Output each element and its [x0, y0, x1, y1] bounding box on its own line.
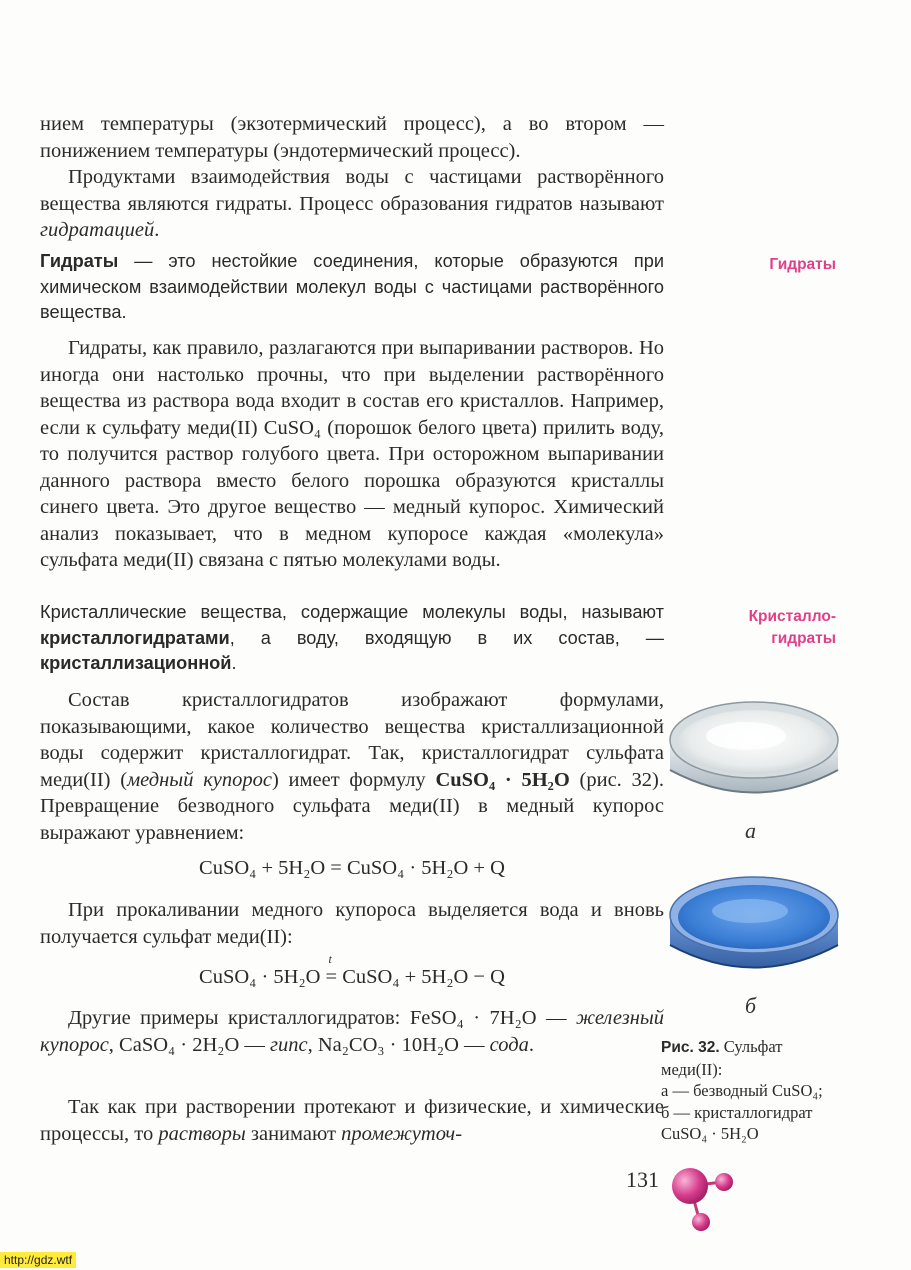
term-iron-vitriol: железный купорос: [40, 1007, 664, 1056]
definition-term: кристаллогидратами: [40, 627, 230, 648]
equation-text: CuSO₄ + 5H₂O = CuSO₄ · 5H₂O + Q: [199, 857, 505, 879]
definition-text: — это нестойкие соединения, которые образуются при химическом взаимодействии молекул воды с частицами растворённого вещества.: [40, 251, 664, 322]
paragraph-continuation: [40, 111, 664, 164]
paragraph-text: (рис. 32). Превращение безводного сульфата меди(II) в медный купорос выражают уравнением:: [40, 768, 664, 844]
page-number: [626, 1167, 659, 1193]
term-soda: сода: [489, 1033, 529, 1056]
term-solutions: растворы: [158, 1122, 246, 1145]
paragraph-copper-sulfate: [40, 335, 664, 574]
paragraph-text: Другие примеры кристаллогидратов: FeSO₄ · 7H₂O —: [68, 1007, 577, 1029]
heat-mark: t: [328, 952, 332, 966]
paragraph-text: занимают: [245, 1122, 342, 1145]
page-number-text: 131: [626, 1167, 659, 1192]
margin-term-text: Кристалло-: [748, 608, 836, 625]
equation-right: CuSO₄ + 5H₂O − Q: [337, 966, 505, 988]
paragraph-text: Состав кристаллогидратов изображают формулами, показывающими, какое количество вещества кристаллизационной воды содержит кристаллогидрат. Так, кристаллогидрат сульфата меди(II) (: [40, 689, 664, 791]
petri-dish-white-powder-image: [664, 690, 844, 812]
margin-term-text: Гидраты: [769, 256, 836, 273]
petri-dish-blue-crystals-image: [664, 865, 844, 987]
definition-text: , а воду, входящую в их состав, —: [229, 627, 664, 648]
figure-label-a: [745, 818, 756, 844]
paragraph-text: , CaSO₄ · 2H₂O —: [108, 1033, 271, 1056]
watermark-text: http://gdz.wtf: [4, 1253, 73, 1267]
term-intermediate: промежуточ-: [341, 1122, 463, 1145]
equation-dehydration: [40, 952, 664, 989]
equation-hydration: [40, 857, 664, 880]
formula-bold: CuSO₄ · 5H₂O: [435, 768, 570, 791]
paragraph-solutions: [40, 1094, 664, 1147]
figure-caption: [661, 1036, 841, 1145]
paragraph-composition: [40, 687, 664, 846]
term-blue-vitriol: медный купорос: [127, 768, 272, 791]
paragraph-text: Так как при растворении протекают и физические, и химические процессы, то: [40, 1096, 664, 1145]
paragraph-calcination: [40, 897, 664, 950]
definition-term: кристаллизационной: [40, 653, 232, 673]
molecule-decoration-icon: [664, 1160, 744, 1240]
margin-term-hydrates: [700, 254, 836, 276]
equals-sign: =: [325, 966, 338, 988]
figure-label-text: б: [745, 993, 757, 1018]
equation-sign-heat: [325, 952, 338, 989]
figure-label-b: [745, 993, 756, 1019]
caption-title: Рис. 32.: [661, 1039, 720, 1056]
definition-hydrates: [40, 249, 664, 326]
margin-term-text: гидраты: [771, 630, 836, 647]
term-hydration: гидратацией: [40, 219, 155, 241]
paragraph-text: Гидраты, как правило, разлагаются при выпаривании растворов. Но иногда они настолько прочны, что при выделении растворённого вещества из раствора вода входит в состав его кристаллов. Например, если к сульфату меди(II) CuSO₄ (порошок белого цвета) прилить воду, то получится раствор голубого цвета. При осторожном выпаривании данного раствора вместо белого порошка образуются кристаллы синего цвета. Это другое вещество — медный купорос. Химический анализ показывает, что в медном купоросе каждая «молекула» сульфата меди(II) связана с пятью молекулами воды.: [40, 337, 664, 571]
definition-crystallohydrates: [40, 600, 664, 677]
definition-term: Гидраты: [40, 251, 119, 271]
paragraph-text: При прокаливании медного купороса выделяется вода и вновь получается сульфат меди(II):: [40, 899, 664, 948]
caption-text: б — кристаллогидрат CuSO₄ · 5H₂O: [661, 1102, 813, 1143]
paragraph-text: ) имеет формулу: [271, 768, 436, 791]
figure-label-text: а: [745, 818, 756, 843]
paragraph-end: .: [154, 219, 160, 241]
paragraph-end: .: [528, 1033, 534, 1056]
paragraph-text: нием температуры (экзотермический процесс), а во втором — понижением температуры (эндотермический процесс).: [40, 113, 664, 162]
definition-end: .: [231, 653, 237, 673]
equation-left: CuSO₄ · 5H₂O: [199, 966, 326, 988]
definition-text: Кристаллические вещества, содержащие молекулы воды, называют: [40, 602, 664, 622]
paragraph-text: , Na₂CO₃ · 10H₂O —: [307, 1033, 490, 1056]
watermark-link[interactable]: [0, 1252, 76, 1268]
caption-text: а — безводный CuSO₄;: [661, 1081, 823, 1100]
paragraph-text: Продуктами взаимодействия воды с частицами растворённого вещества являются гидраты. Процесс образования гидратов называют: [40, 166, 664, 215]
term-gypsum: гипс: [270, 1033, 308, 1056]
margin-term-crystallohydrates: [700, 606, 836, 650]
paragraph-hydrates-intro: [40, 164, 664, 244]
caption-text: Сульфат меди(II):: [661, 1037, 783, 1079]
paragraph-examples: [40, 1005, 664, 1058]
